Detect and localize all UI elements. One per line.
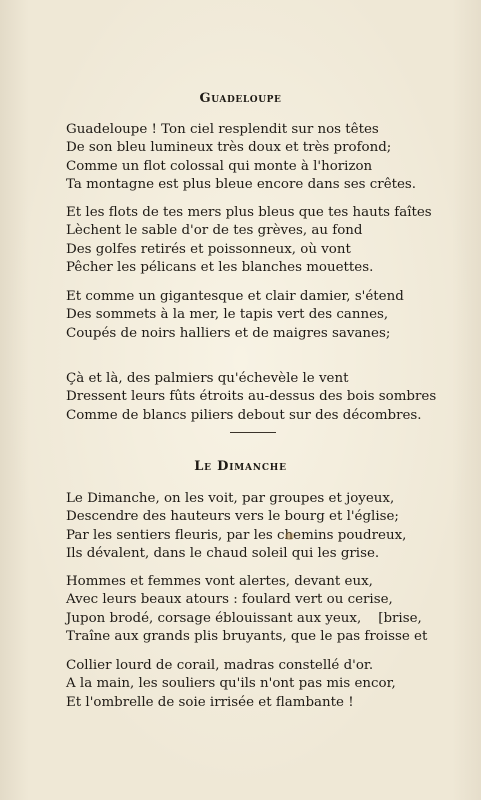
verse-line: Ils dévalent, dans le chaud soleil qui les grise. xyxy=(66,546,380,562)
stanza xyxy=(66,204,466,278)
verse-line: Des sommets à la mer, le tapis vert des cannes, xyxy=(66,307,389,323)
stanza xyxy=(66,490,466,564)
verse-line: Collier lourd de corail, madras constellé d'or. xyxy=(66,658,374,673)
verse-line: Hommes et femmes vont alertes, devant eux, xyxy=(66,574,373,589)
verse-line: Pêcher les pélicans et les blanches mouettes. xyxy=(66,260,374,276)
verse-line: Et l'ombrelle de soie irrisée et flambante ! xyxy=(66,694,354,710)
verse-line: Ta montagne est plus bleue encore dans ses crêtes. xyxy=(66,177,417,193)
poem-title: Guadeloupe xyxy=(199,91,282,106)
verse-line: Avec leurs beaux atours : foulard vert ou cerise, xyxy=(66,592,393,608)
verse-line: Et comme un gigantesque et clair damier, s'étend xyxy=(66,289,404,304)
verse-line: A la main, les souliers qu'ils n'ont pas mis encor, xyxy=(66,676,396,692)
verse-line: Traîne aux grands plis bruyants, que le pas froisse et xyxy=(66,629,428,645)
stanza xyxy=(66,573,466,647)
stanza xyxy=(66,121,466,195)
verse-line: Comme un flot colossal qui monte à l'horizon xyxy=(66,158,373,174)
stanza xyxy=(66,288,466,343)
verse-line: Des golfes retirés et poissonneux, où vont xyxy=(66,241,351,257)
poem-title: Le Dimanche xyxy=(194,459,287,474)
paper-stain xyxy=(285,532,294,540)
stanza xyxy=(66,657,466,712)
verse-line: Lèchent le sable d'or de tes grèves, au fond xyxy=(66,223,363,239)
verse-line: De son bleu lumineux très doux et très profond; xyxy=(66,140,392,156)
stanza xyxy=(66,370,466,425)
verse-line: Comme de blancs piliers debout sur des décombres. xyxy=(66,407,422,423)
section-divider xyxy=(230,432,276,433)
verse-line: Coupés de noirs halliers et de maigres savanes; xyxy=(66,325,391,341)
verse-line: Descendre des hauteurs vers le bourg et l'église; xyxy=(66,509,399,525)
verse-line: Guadeloupe ! Ton ciel resplendit sur nos têtes xyxy=(66,122,379,137)
verse-line: Et les flots de tes mers plus bleus que tes hauts faîtes xyxy=(66,205,432,220)
verse-line: Dressent leurs fûts étroits au-dessus des bois sombres xyxy=(66,389,437,405)
verse-line: Çà et là, des palmiers qu'échevèle le vent xyxy=(66,371,349,386)
verse-line: Le Dimanche, on les voit, par groupes et joyeux, xyxy=(66,491,395,506)
verse-line: Par les sentiers fleuris, par les chemins poudreux, xyxy=(66,527,407,543)
verse-line: Jupon brodé, corsage éblouissant aux yeux, [brise, xyxy=(66,610,422,626)
